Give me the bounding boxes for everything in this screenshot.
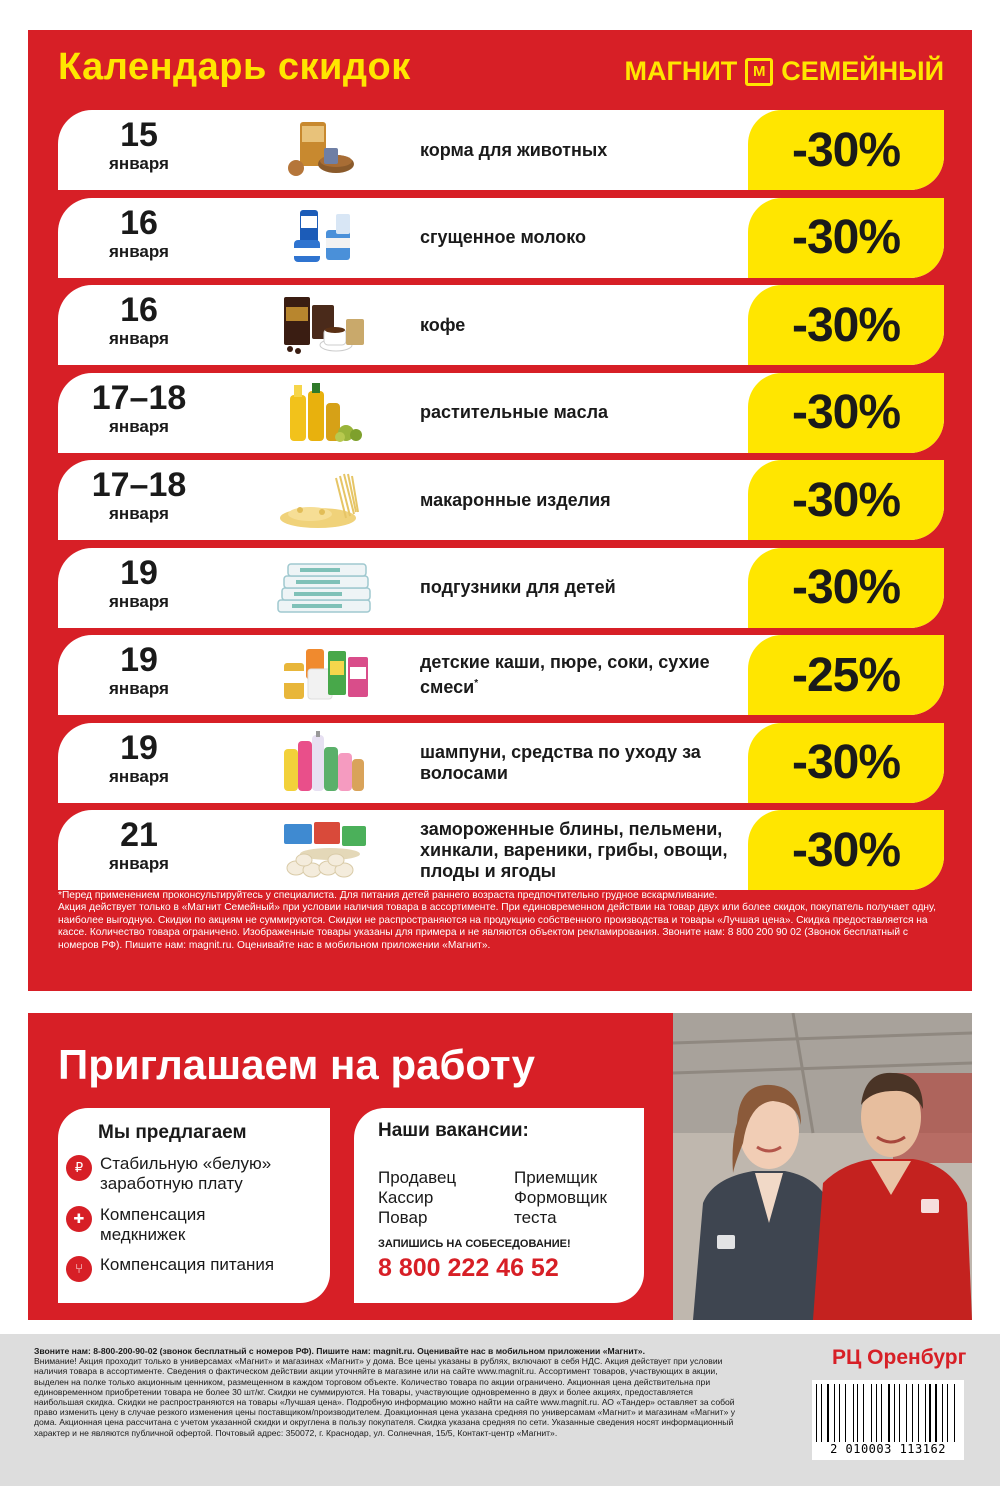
discount-row	[58, 548, 944, 628]
barcode-stripe	[853, 1384, 854, 1442]
barcode-stripe	[925, 1384, 926, 1442]
offer-item-medbook	[66, 1205, 250, 1245]
signup-label: ЗАПИШИСЬ НА СОБЕСЕДОВАНИЕ!	[378, 1238, 571, 1250]
barcode-stripe	[929, 1384, 931, 1442]
disclaimer-text: Акция действует только в «Магнит Семейный» при условии наличия товара в ассортименте. При единовременном действии на товар двух или более скидок, покупатель получает одну, наиболее выгодную. Скидки по акциям не суммируются. Скидки не распространяются на продукцию собственного производства и товары «Лучшая цена». Скидка предоставляется на кассе. Количество товара ограничено. Изображенные товары указаны для примера и не являются объектом рекламирования. Звоните нам: 8 800 200 90 02 (Звонок бесплатный с номеров РФ). Пишите нам: magnit.ru. Оценивайте нас в мобильном приложении «Магнит».	[58, 902, 936, 951]
barcode-stripe	[899, 1384, 900, 1442]
ruble-hand-icon: ₽	[66, 1155, 92, 1181]
barcode-stripe	[934, 1384, 935, 1442]
vacancies-title: Наши вакансии:	[378, 1120, 529, 1141]
row-date	[58, 110, 220, 190]
calendar-disclaimer	[58, 890, 944, 952]
barcode-stripe	[818, 1384, 819, 1442]
row-month: января	[109, 504, 169, 523]
vacancy-item: Кассир	[378, 1188, 434, 1207]
vacancies-column	[514, 1168, 607, 1228]
vacancy-item: Приемщик	[514, 1168, 598, 1187]
barcode-stripe	[873, 1384, 874, 1442]
row-discount: -30%	[748, 810, 944, 890]
row-date	[58, 548, 220, 628]
row-discount: -25%	[748, 635, 944, 715]
discount-row	[58, 635, 944, 715]
barcode-stripe	[863, 1384, 864, 1442]
row-day: 21	[120, 816, 158, 854]
medbook-icon: ✚	[66, 1206, 92, 1232]
row-discount: -30%	[748, 110, 944, 190]
offer-item-meals	[66, 1255, 310, 1282]
barcode-stripe	[926, 1384, 927, 1442]
barcode-stripe	[942, 1384, 943, 1442]
barcode-stripe	[816, 1384, 817, 1442]
barcode-stripe	[918, 1384, 919, 1442]
row-day: 17–18	[91, 378, 187, 417]
row-day: 19	[120, 728, 158, 767]
discount-row	[58, 285, 944, 365]
row-date	[58, 810, 220, 890]
phone-number[interactable]: 8 800 222 46 52	[378, 1254, 559, 1282]
row-month: января	[109, 329, 169, 348]
coffee-image	[270, 293, 382, 357]
barcode-stripe	[915, 1384, 916, 1442]
barcode-stripe	[902, 1384, 903, 1442]
footer-legal	[34, 1346, 740, 1438]
discount-row	[58, 198, 944, 278]
barcode-stripe	[908, 1384, 910, 1442]
barcode-stripe	[857, 1384, 858, 1442]
barcode-stripe	[888, 1384, 890, 1442]
barcode-stripe	[879, 1384, 880, 1442]
barcode-stripe	[944, 1384, 945, 1442]
row-discount: -30%	[748, 198, 944, 278]
vacancy-item: Формовщик	[514, 1188, 607, 1207]
row-day: 16	[120, 203, 158, 242]
region-label: РЦ Оренбург	[832, 1346, 967, 1369]
barcode-stripe	[845, 1384, 846, 1442]
row-date	[58, 373, 220, 453]
barcode-stripe	[827, 1384, 829, 1442]
row-product: растительные масла	[420, 402, 609, 422]
cutlery-icon: ⑂	[66, 1256, 92, 1282]
row-day: 15	[120, 116, 158, 154]
shampoo-image	[270, 731, 382, 795]
row-month: января	[109, 154, 169, 173]
barcode-stripe	[935, 1384, 936, 1442]
jobs-title: Приглашаем на работу	[58, 1041, 535, 1088]
vacancies-column	[378, 1168, 456, 1228]
barcode-stripe	[951, 1384, 953, 1442]
discount-row	[58, 110, 944, 190]
row-discount: -30%	[748, 460, 944, 540]
barcode-stripe	[871, 1384, 872, 1442]
barcode-stripe	[861, 1384, 862, 1442]
barcode-stripe	[912, 1384, 913, 1442]
barcode-stripe	[947, 1384, 948, 1442]
row-month: января	[109, 416, 169, 436]
row-product-text: детские каши, пюре, соки, сухие смеси	[420, 652, 710, 697]
brand-name: МАГНИТ	[624, 56, 738, 86]
barcode-stripe	[834, 1384, 835, 1442]
barcode-stripe	[956, 1384, 957, 1442]
barcode-stripe	[954, 1384, 955, 1442]
footer-contact-line: Звоните нам: 8-800-200-90-02 (звонок бесплатный с номеров РФ). Пишите нам: magnit.ru. Оценивайте нас в мобильном приложении «Магнит».	[34, 1346, 645, 1356]
barcode-stripe	[906, 1384, 907, 1442]
row-month: января	[109, 854, 169, 873]
pasta-image	[270, 468, 382, 532]
employees-photo	[673, 1013, 972, 1320]
barcode-stripe	[881, 1384, 882, 1442]
row-month: января	[109, 591, 169, 611]
barcode-stripe	[848, 1384, 850, 1442]
barcode	[812, 1380, 964, 1460]
vegetable-oil-image	[270, 381, 382, 445]
discount-row	[58, 373, 944, 453]
discount-row	[58, 460, 944, 540]
barcode-stripe	[831, 1384, 832, 1442]
row-product: шампуни, средства по уходу за волосами	[420, 741, 701, 783]
row-month: января	[109, 766, 169, 786]
row-date	[58, 460, 220, 540]
footer	[0, 1334, 1000, 1486]
magnit-logo-icon: М	[745, 58, 773, 86]
barcode-stripe	[836, 1384, 837, 1442]
row-product: корма для животных	[420, 139, 608, 160]
row-discount: -30%	[748, 285, 944, 365]
barcode-bars	[816, 1384, 960, 1442]
calendar-title: Календарь скидок	[58, 46, 411, 88]
row-discount: -30%	[748, 548, 944, 628]
vacancy-item: Повар	[378, 1208, 428, 1227]
vacancy-item: Продавец	[378, 1168, 457, 1187]
discount-row	[58, 810, 944, 890]
offer-text: Компенсация медкнижек	[100, 1205, 206, 1244]
barcode-stripe	[839, 1384, 840, 1442]
vacancies-card	[354, 1108, 644, 1303]
baby-food-image	[270, 643, 382, 707]
offer-text: Компенсация питания	[100, 1255, 275, 1274]
barcode-stripe	[891, 1384, 892, 1442]
diapers-image	[270, 556, 382, 620]
barcode-stripe	[876, 1384, 877, 1442]
barcode-stripe	[894, 1384, 895, 1442]
barcode-number: 2 010003 113162	[830, 1442, 946, 1456]
footer-legal-text: Внимание! Акция проходит только в универсамах «Магнит» и магазинах «Магнит» у дома. Все цены указаны в рублях, включают в себя НДС. Акция действует при условии наличия товара в ассортименте. Сведения о фактическом действии акции уточняйте в магазине или на сайте www.magnit.ru. Ассортимент товаров, участвующих в акции, выделен на полке только акционным ценником, размещенном в каждом торговом объекте. Количество товара по акции ограничено. Акционная цена действительна при единовременном приобретении товара не более 30 шт/кг. Скидки не суммируются. На товары, участвующие одновременно в двух и более акциях, предоставляется наибольшая скидка. Скидки не распространяются на товары «Лучшая цена». Подробную информацию можно найти на сайте www.magnit.ru. АО «Тандер» оставляет за собой право изменить цену в случае резкого изменения цены поставщиком/производителем. Доакционная цена указана средняя по универсамам «Магнит» и магазинам «Магнит» у дома. Акционная цена рассчитана с учетом указанной скидки и округлена в пользу покупателя. Скидка указана средняя по сети. Указанные сведения носят информационный характер и не являются публичной офертой. Почтовый адрес: 350072, г. Краснодар, ул. Солнечная, 15/5, Контакт-центр «Магнит».	[34, 1356, 736, 1438]
brand-logo	[625, 56, 944, 87]
condensed-milk-image	[270, 206, 382, 270]
footnote-mark: *	[474, 678, 479, 689]
row-day: 17–18	[91, 466, 187, 504]
offer-title: Мы предлагаем	[98, 1122, 247, 1143]
row-month: января	[109, 679, 169, 698]
row-discount: -30%	[748, 723, 944, 803]
row-day: 19	[120, 641, 158, 679]
row-discount: -30%	[748, 373, 944, 453]
barcode-stripe	[884, 1384, 885, 1442]
barcode-stripe	[843, 1384, 844, 1442]
row-product: макаронные изделия	[420, 489, 611, 510]
footnote-text: *Перед применением проконсультируйтесь у специалиста. Для питания детей раннего возраста предпочтительно грудное вскармливание.	[58, 890, 718, 901]
barcode-stripe	[898, 1384, 899, 1442]
barcode-stripe	[866, 1384, 868, 1442]
vacancy-item: теста	[514, 1208, 557, 1227]
discount-row	[58, 723, 944, 803]
jobs-section	[28, 1013, 972, 1320]
offer-text: Стабильную «белую» заработную плату	[100, 1154, 272, 1193]
barcode-stripe	[921, 1384, 922, 1442]
brand-sub: СЕМЕЙНЫЙ	[781, 56, 944, 86]
barcode-stripe	[939, 1384, 940, 1442]
barcode-stripe	[825, 1384, 826, 1442]
row-day: 16	[120, 291, 158, 329]
barcode-stripe	[854, 1384, 855, 1442]
offer-item-salary	[66, 1154, 296, 1194]
frozen-food-image	[270, 818, 382, 882]
row-product: замороженные блины, пельмени, хинкали, вареники, грибы, овощи, плоды и ягоды	[420, 818, 728, 881]
barcode-stripe	[821, 1384, 822, 1442]
row-date	[58, 285, 220, 365]
row-date	[58, 635, 220, 715]
row-date	[58, 723, 220, 803]
discount-calendar	[28, 30, 972, 991]
discount-list	[58, 110, 944, 898]
row-product	[420, 635, 750, 715]
row-date	[58, 198, 220, 278]
row-month: января	[109, 241, 169, 261]
row-product: подгузники для детей	[420, 577, 616, 597]
row-product: сгущенное молоко	[420, 227, 587, 247]
offer-card	[58, 1108, 330, 1303]
row-product: кофе	[420, 314, 466, 335]
row-day: 19	[120, 553, 158, 592]
pet-food-image	[270, 118, 382, 182]
